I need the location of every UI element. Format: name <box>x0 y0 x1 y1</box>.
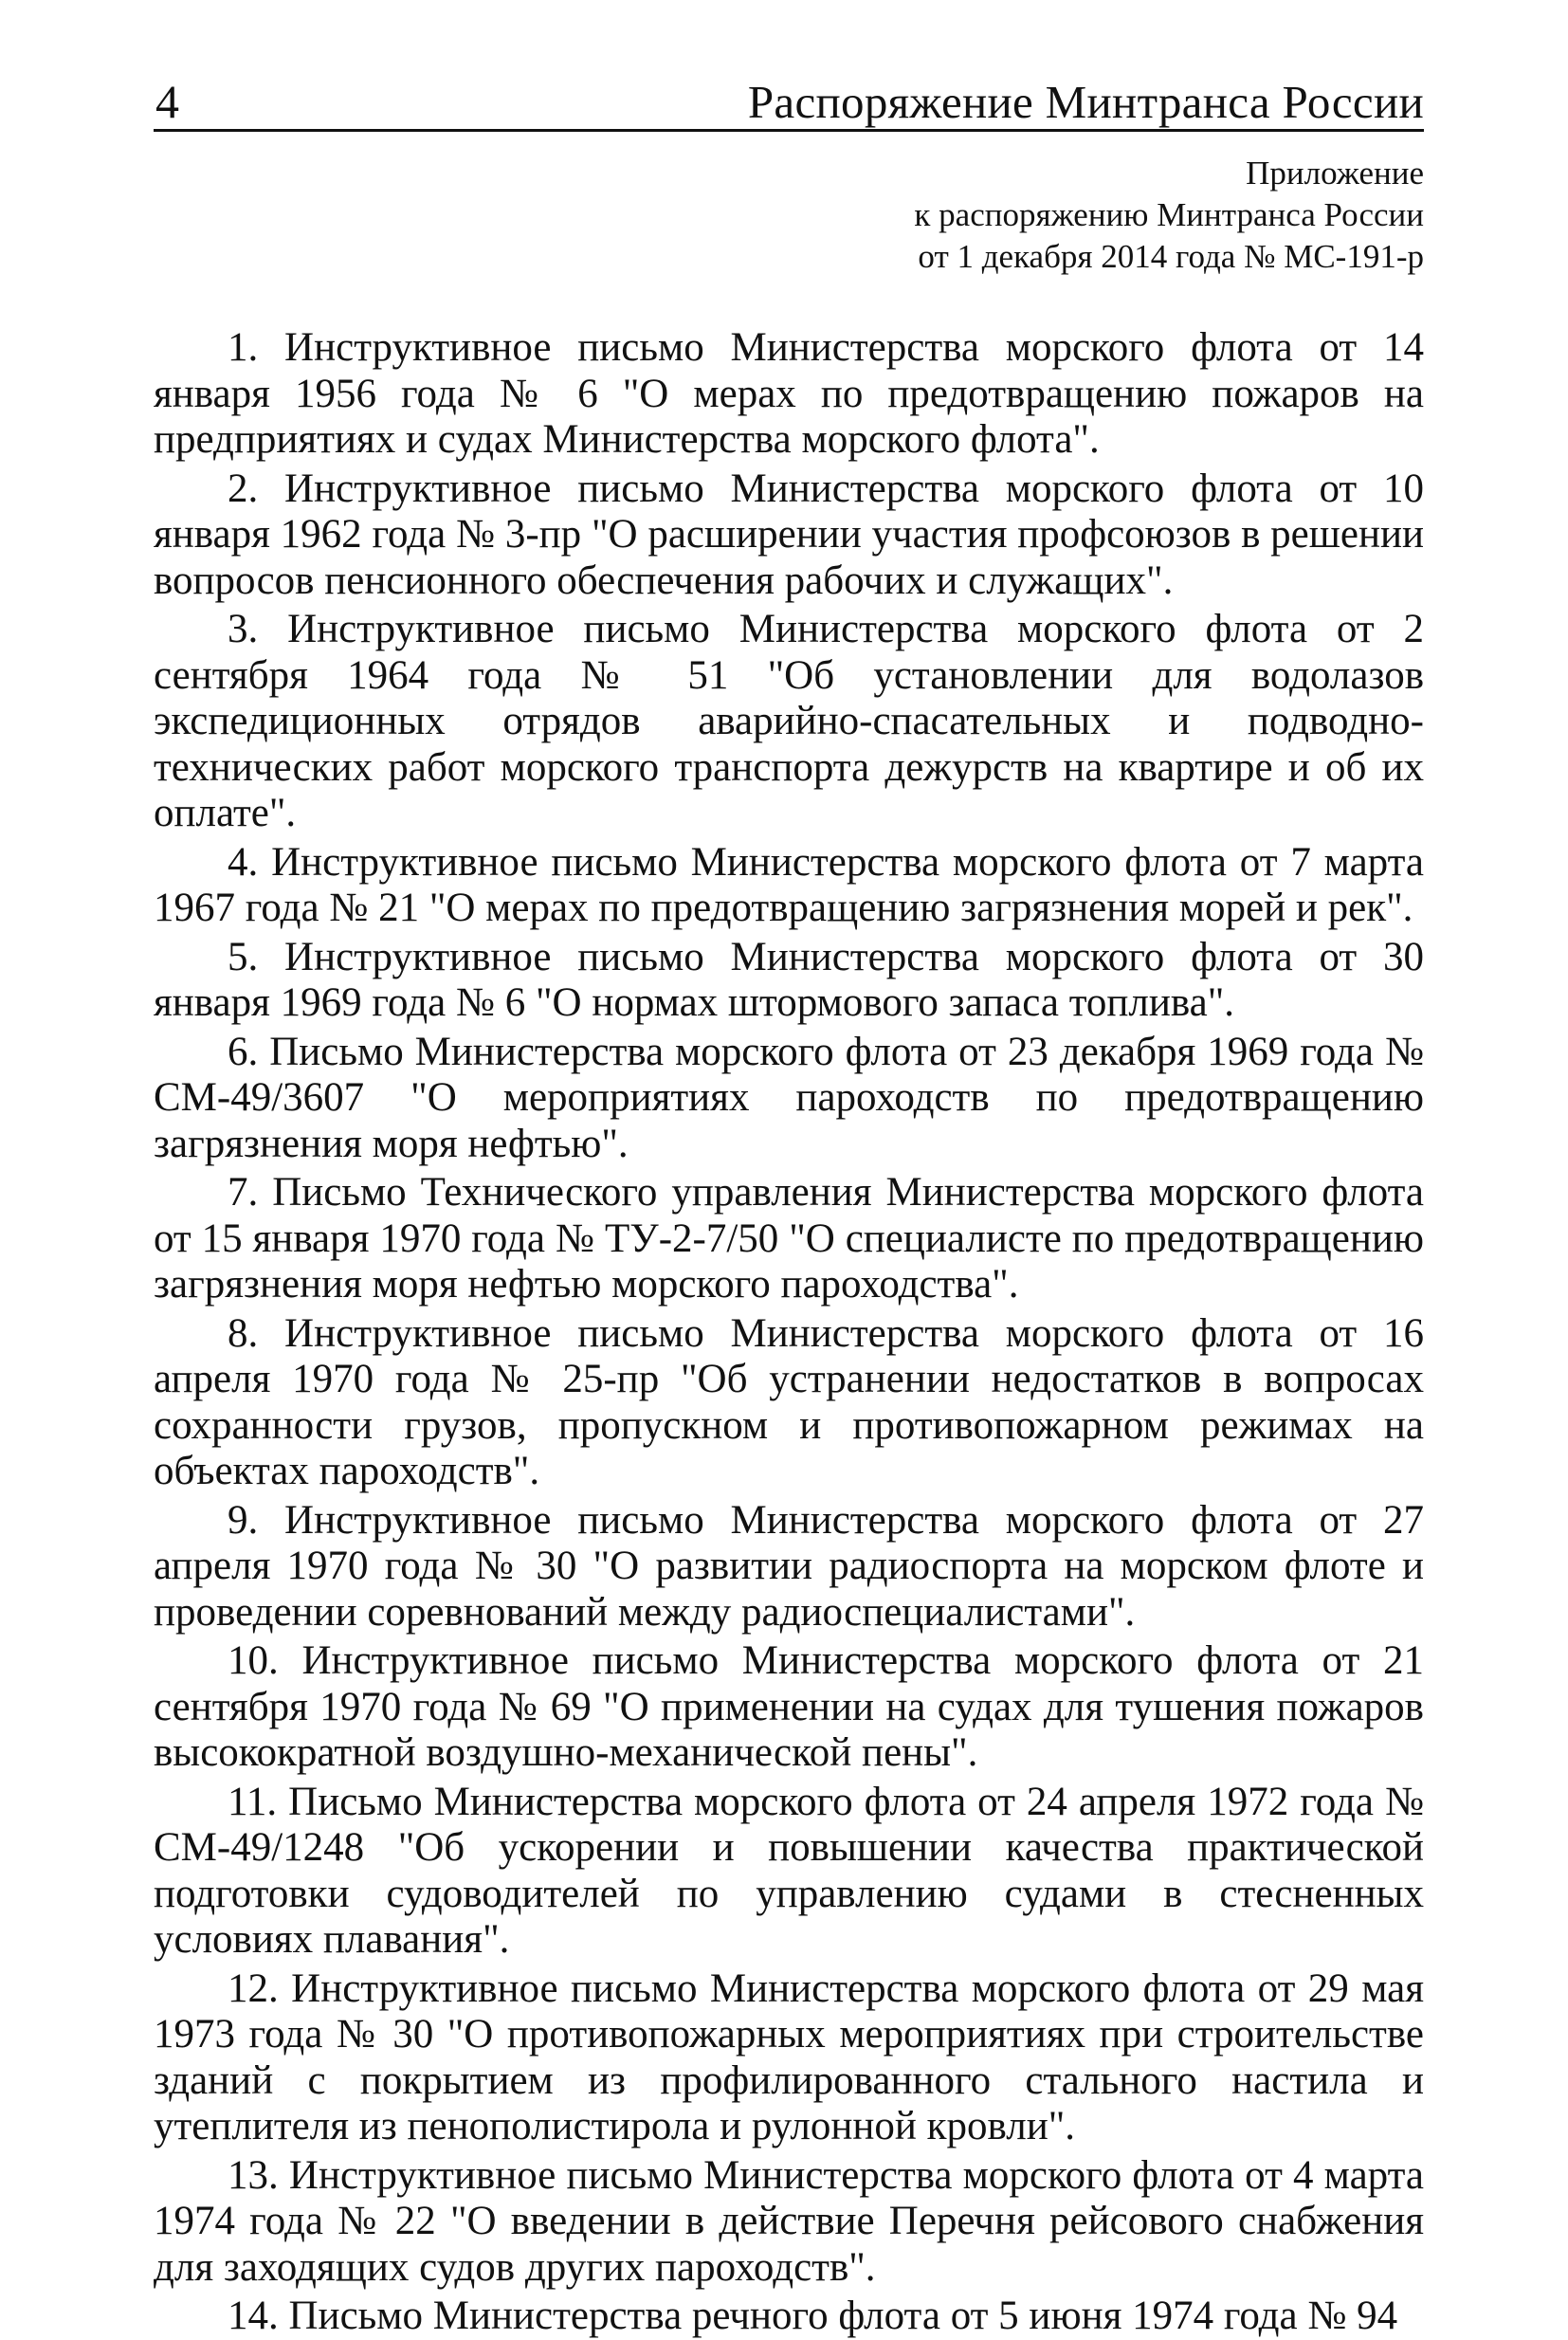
appendix-block <box>154 153 1424 278</box>
list-item-1: 1. Инструктивное письмо Министерства морского флота от 14 января 1956 года № 6 "О мерах по предотвращению пожаров на предприятиях и судах Министерства морского флота". <box>154 325 1424 462</box>
appendix-date: от 1 декабря 2014 года № МС-191-р <box>918 238 1424 275</box>
list-item-14: 14. Письмо Министерства речного флота от 5 июня 1974 года № 94 <box>228 2294 1398 2338</box>
list-item-2: 2. Инструктивное письмо Министерства морского флота от 10 января 1962 года № 3-пр "О расширении участия профсоюзов в решении вопросов пенсионного обеспечения рабочих и служащих". <box>154 466 1424 603</box>
appendix-label: Приложение <box>1246 155 1424 192</box>
page-number: 4 <box>155 75 179 128</box>
appendix-reference: к распоряжению Минтранса России <box>914 196 1424 233</box>
list-item-5: 5. Инструктивное письмо Министерства морского флота от 30 января 1969 года № 6 "О нормах штормового запаса топлива". <box>154 934 1424 1025</box>
list-item-8: 8. Инструктивное письмо Министерства морского флота от 16 апреля 1970 года № 25-пр "Об устранении недостатков в вопросах сохранности грузов, пропускном и противопожарном режимах на объектах пароходств". <box>154 1310 1424 1493</box>
list-item-3: 3. Инструктивное письмо Министерства морского флота от 2 сентября 1964 года № 51 "Об установлении для водолазов экспедиционных отрядов аварийно-спасательных и подводно-технических работ морского транспорта дежурств на квартире и об их оплате". <box>154 607 1424 835</box>
document-page <box>154 59 1424 2338</box>
list-item-13: 13. Инструктивное письмо Министерства морского флота от 4 марта 1974 года № 22 "О введении в действие Перечня рейсового снабжения для заходящих судов других пароходств". <box>154 2152 1424 2290</box>
header-title: Распоряжение Минтранса России <box>747 76 1424 128</box>
list-item-4: 4. Инструктивное письмо Министерства морского флота от 7 марта 1967 года № 21 "О мерах по предотвращению загрязнения морей и рек". <box>154 839 1424 930</box>
list-item-10: 10. Инструктивное письмо Министерства морского флота от 21 сентября 1970 года № 69 "О применении на судах для тушения пожаров высокократной воздушно-механической пены". <box>154 1638 1424 1775</box>
list-item-12: 12. Инструктивное письмо Министерства морского флота от 29 мая 1973 года № 30 "О противопожарных мероприятиях при строительстве зданий с покрытием из профилированного стального настила и утеплителя из пенополистирола и рулонной кровли". <box>154 1965 1424 2148</box>
list-item-9: 9. Инструктивное письмо Министерства морского флота от 27 апреля 1970 года № 30 "О развитии радиоспорта на морском флоте и проведении соревнований между радиоспециалистами". <box>154 1497 1424 1635</box>
list-item-11: 11. Письмо Министерства морского флота от 24 апреля 1972 года № СМ-49/1248 "Об ускорении и повышении качества практической подготовки судоводителей по управлению судами в стесненных условиях плавания". <box>154 1779 1424 1962</box>
list-item-7: 7. Письмо Технического управления Министерства морского флота от 15 января 1970 года № ТУ-2-7/50 "О специалисте по предотвращению загрязнения моря нефтью морского пароходства". <box>154 1170 1424 1307</box>
running-header <box>154 59 1424 132</box>
document-list <box>154 325 1424 2340</box>
list-item-6: 6. Письмо Министерства морского флота от 23 декабря 1969 года № СМ-49/3607 "О мероприятиях пароходств по предотвращению загрязнения моря нефтью". <box>154 1029 1424 1166</box>
